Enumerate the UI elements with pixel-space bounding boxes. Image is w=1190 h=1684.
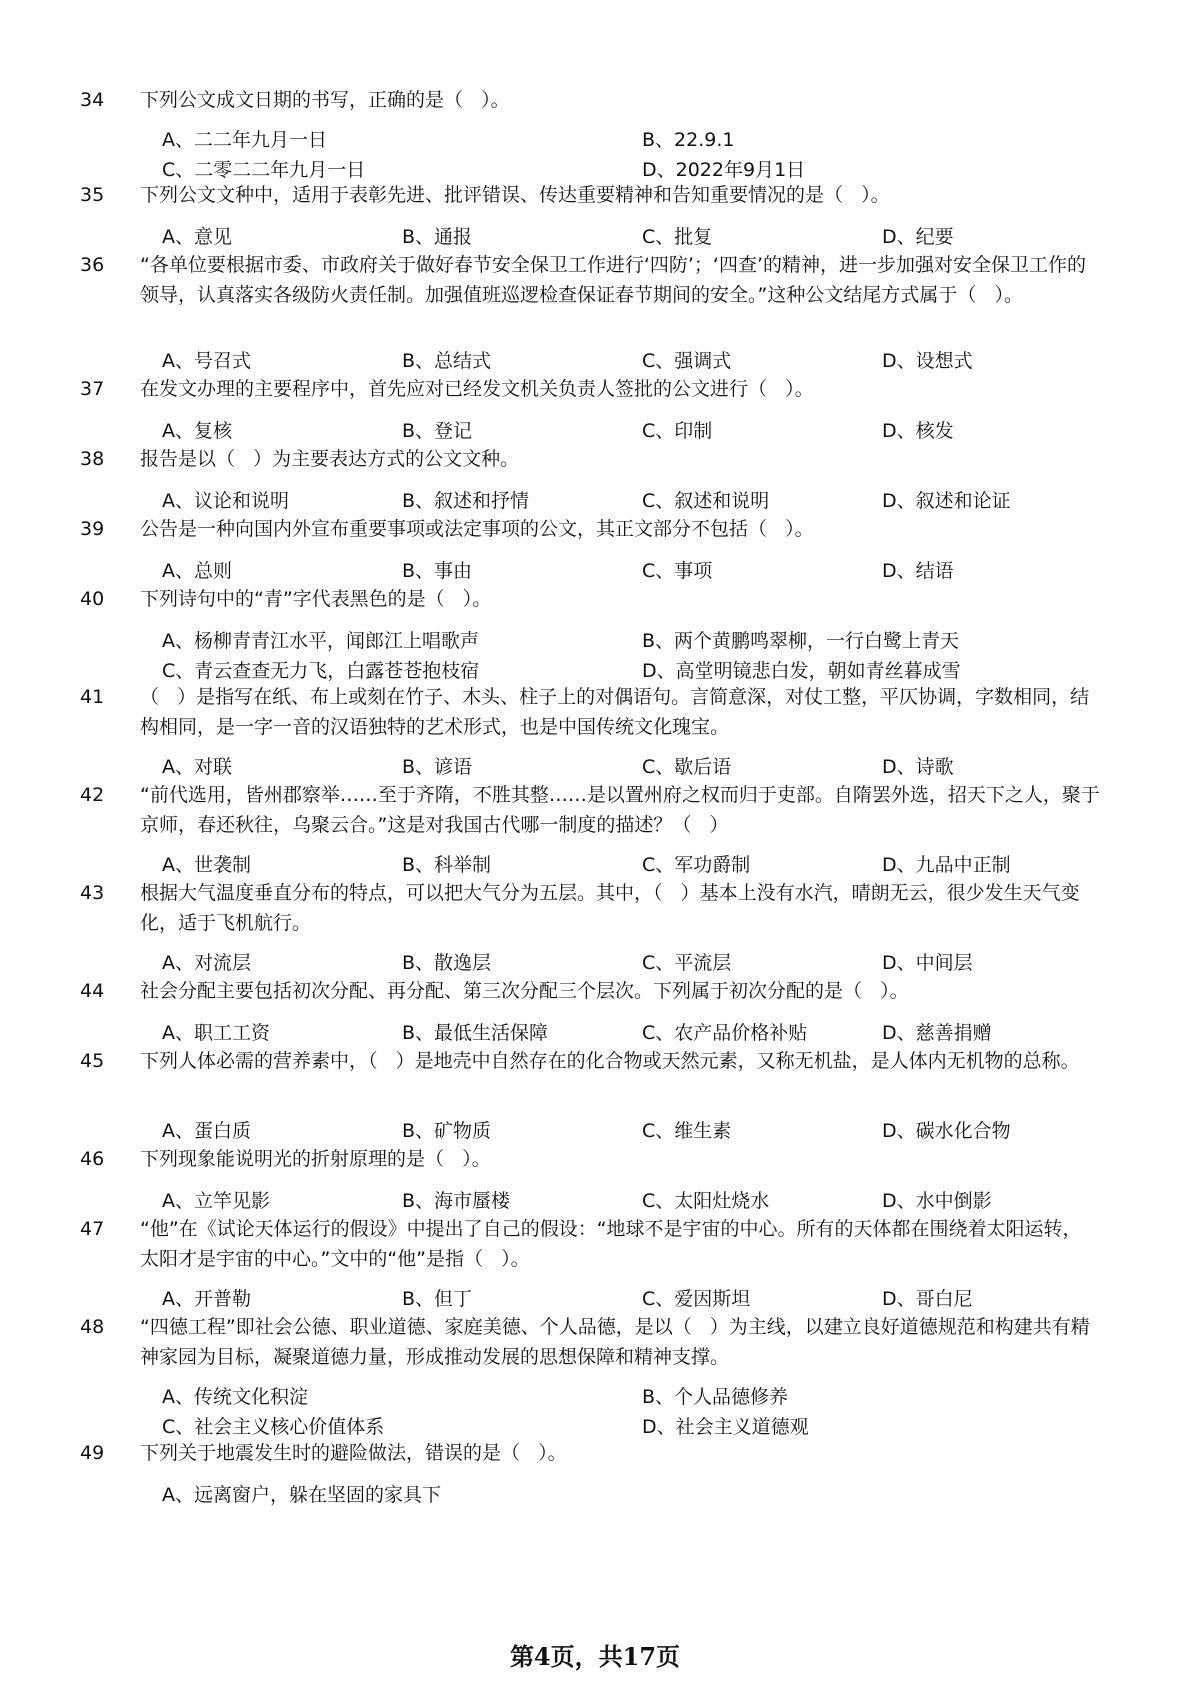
question-number: 45 xyxy=(80,1050,105,1072)
answer-option: A、号召式 xyxy=(162,350,251,372)
question-number: 35 xyxy=(80,184,105,206)
question-number: 37 xyxy=(80,378,105,400)
answer-option: A、对联 xyxy=(162,756,232,778)
answer-option: C、事项 xyxy=(642,560,713,582)
answer-option: A、复核 xyxy=(162,420,232,442)
answer-option: B、叙述和抒情 xyxy=(402,490,530,512)
question-number: 36 xyxy=(80,254,105,276)
answer-option: D、社会主义道德观 xyxy=(642,1416,809,1438)
answer-option: A、职工工资 xyxy=(162,1022,270,1044)
question-text: 社会分配主要包括初次分配、再分配、第三次分配三个层次。下列属于初次分配的是（ ）。 xyxy=(140,980,909,1002)
answer-option: D、水中倒影 xyxy=(882,1190,992,1212)
answer-option: A、总则 xyxy=(162,560,232,582)
question-text: 下列现象能说明光的折射原理的是（ ）。 xyxy=(140,1148,491,1170)
answer-option: C、军功爵制 xyxy=(642,854,751,876)
answer-option: D、哥白尼 xyxy=(882,1288,973,1310)
answer-option: D、中间层 xyxy=(882,952,973,974)
answer-option: B、最低生活保障 xyxy=(402,1022,549,1044)
answer-option: B、海市蜃楼 xyxy=(402,1190,511,1212)
answer-option: C、叙述和说明 xyxy=(642,490,770,512)
answer-option: C、农产品价格补贴 xyxy=(642,1022,808,1044)
answer-option: D、2022年9月1日 xyxy=(642,159,806,181)
question-number: 48 xyxy=(80,1316,105,1338)
answer-option: D、核发 xyxy=(882,420,954,442)
question-text: 下列公文成文日期的书写，正确的是（ ）。 xyxy=(140,89,510,111)
answer-option: A、蛋白质 xyxy=(162,1120,251,1142)
answer-option: B、矿物质 xyxy=(402,1120,492,1142)
question-number: 34 xyxy=(80,89,105,111)
answer-option: D、高堂明镜悲白发，朝如青丝暮成雪 xyxy=(642,660,961,682)
answer-option: B、个人品德修养 xyxy=(642,1386,789,1408)
answer-option: A、远离窗户，躲在坚固的家具下 xyxy=(162,1484,441,1506)
answer-option: B、谚语 xyxy=(402,756,473,778)
question-text: 报告是以（ ）为主要表达方式的公文文种。 xyxy=(140,448,520,470)
question-number: 46 xyxy=(80,1148,105,1170)
question-text: 在发文办理的主要程序中，首先应对已经发文机关负责人签批的公文进行（ ）。 xyxy=(140,378,814,400)
question-number: 38 xyxy=(80,448,105,470)
answer-option: D、九品中正制 xyxy=(882,854,1011,876)
answer-option: A、意见 xyxy=(162,226,232,248)
answer-option: D、设想式 xyxy=(882,350,973,372)
question-number: 49 xyxy=(80,1442,105,1464)
answer-option: B、通报 xyxy=(402,226,473,248)
answer-option: B、两个黄鹏鸣翠柳，一行白鹭上青天 xyxy=(642,630,960,652)
question-number: 40 xyxy=(80,588,105,610)
answer-option: D、慈善捐赠 xyxy=(882,1022,992,1044)
question-text: 下列诗句中的“青”字代表黑色的是（ ）。 xyxy=(140,588,492,610)
question-text: 下列公文文种中，适用于表彰先进、批评错误、传达重要精神和告知重要情况的是（ ）。 xyxy=(140,184,890,206)
answer-option: D、纪要 xyxy=(882,226,954,248)
answer-option: C、爱因斯坦 xyxy=(642,1288,751,1310)
question-text: 根据大气温度垂直分布的特点，可以把大气分为五层。其中，（ ）基本上没有水汽，晴朗无云，很少发生天气变化，适于飞机航行。 xyxy=(140,882,1080,934)
answer-option: C、平流层 xyxy=(642,952,732,974)
answer-option: D、碳水化合物 xyxy=(882,1120,1011,1142)
question-number: 44 xyxy=(80,980,105,1002)
answer-option: B、总结式 xyxy=(402,350,492,372)
question-number: 43 xyxy=(80,882,105,904)
answer-option: C、太阳灶烧水 xyxy=(642,1190,770,1212)
answer-option: B、登记 xyxy=(402,420,473,442)
answer-option: A、传统文化积淀 xyxy=(162,1386,308,1408)
question-text: （ ）是指写在纸、布上或刻在竹子、木头、柱子上的对偶语句。言简意深，对仗工整，平仄协调，字数相同，结构相同，是一字一音的汉语独特的艺术形式，也是中国传统文化瑰宝。 xyxy=(140,686,1090,738)
answer-option: B、事由 xyxy=(402,560,473,582)
answer-option: A、二二年九月一日 xyxy=(162,129,327,151)
answer-option: D、诗歌 xyxy=(882,756,954,778)
answer-option: C、歇后语 xyxy=(642,756,732,778)
answer-option: A、对流层 xyxy=(162,952,251,974)
answer-option: C、二零二二年九月一日 xyxy=(162,159,366,181)
question-text: “前代选用，皆州郡察举……至于齐隋，不胜其整……是以置州府之权而归于吏部。自隋罢外选，招天下之人，聚于京师，春还秋往，乌聚云合。”这是对我国古代哪一制度的描述？（ ） xyxy=(140,784,1100,836)
question-text: 公告是一种向国内外宣布重要事项或法定事项的公文，其正文部分不包括（ ）。 xyxy=(140,518,814,540)
answer-option: A、立竿见影 xyxy=(162,1190,270,1212)
question-number: 41 xyxy=(80,686,105,708)
question-number: 42 xyxy=(80,784,105,806)
question-number: 47 xyxy=(80,1218,105,1240)
question-text: 下列人体必需的营养素中，（ ）是地壳中自然存在的化合物或天然元素，又称无机盐，是人体内无机物的总称。 xyxy=(140,1050,1080,1072)
answer-option: D、结语 xyxy=(882,560,954,582)
page-footer: 第4页，共17页 xyxy=(509,1642,681,1671)
answer-option: B、22.9.1 xyxy=(642,129,735,151)
answer-option: B、科举制 xyxy=(402,854,492,876)
answer-option: C、强调式 xyxy=(642,350,732,372)
answer-option: A、开普勒 xyxy=(162,1288,251,1310)
question-number: 39 xyxy=(80,518,105,540)
answer-option: B、散逸层 xyxy=(402,952,492,974)
answer-option: C、社会主义核心价值体系 xyxy=(162,1416,385,1438)
answer-option: A、杨柳青青江水平，闻郎江上唱歌声 xyxy=(162,630,479,652)
answer-option: C、批复 xyxy=(642,226,713,248)
question-text: “四德工程”即社会公德、职业道德、家庭美德、个人品德，是以（ ）为主线，以建立良好道德规范和构建共有精神家园为目标，凝聚道德力量，形成推动发展的思想保障和精神支撑。 xyxy=(140,1316,1090,1368)
answer-option: C、维生素 xyxy=(642,1120,732,1142)
question-text: 下列关于地震发生时的避险做法，错误的是（ ）。 xyxy=(140,1442,567,1464)
answer-option: A、世袭制 xyxy=(162,854,251,876)
question-text: “他”在《试论天体运行的假设》中提出了自己的假设：“地球不是宇宙的中心。所有的天体都在围绕着太阳运转，太阳才是宇宙的中心。”文中的“他”是指（ ）。 xyxy=(140,1218,1082,1270)
answer-option: A、议论和说明 xyxy=(162,490,289,512)
answer-option: B、但丁 xyxy=(402,1288,473,1310)
answer-option: C、印制 xyxy=(642,420,713,442)
answer-option: C、青云查查无力飞，白露苍苍抱枝宿 xyxy=(162,660,480,682)
question-text: “各单位要根据市委、市政府关于做好春节安全保卫工作进行‘四防’；‘四查’的精神，进一步加强对安全保卫工作的领导，认真落实各级防火责任制。加强值班巡逻检查保证春节期间的安全。”这种公文结尾方式属于（ ）。 xyxy=(140,254,1087,306)
answer-option: D、叙述和论证 xyxy=(882,490,1011,512)
